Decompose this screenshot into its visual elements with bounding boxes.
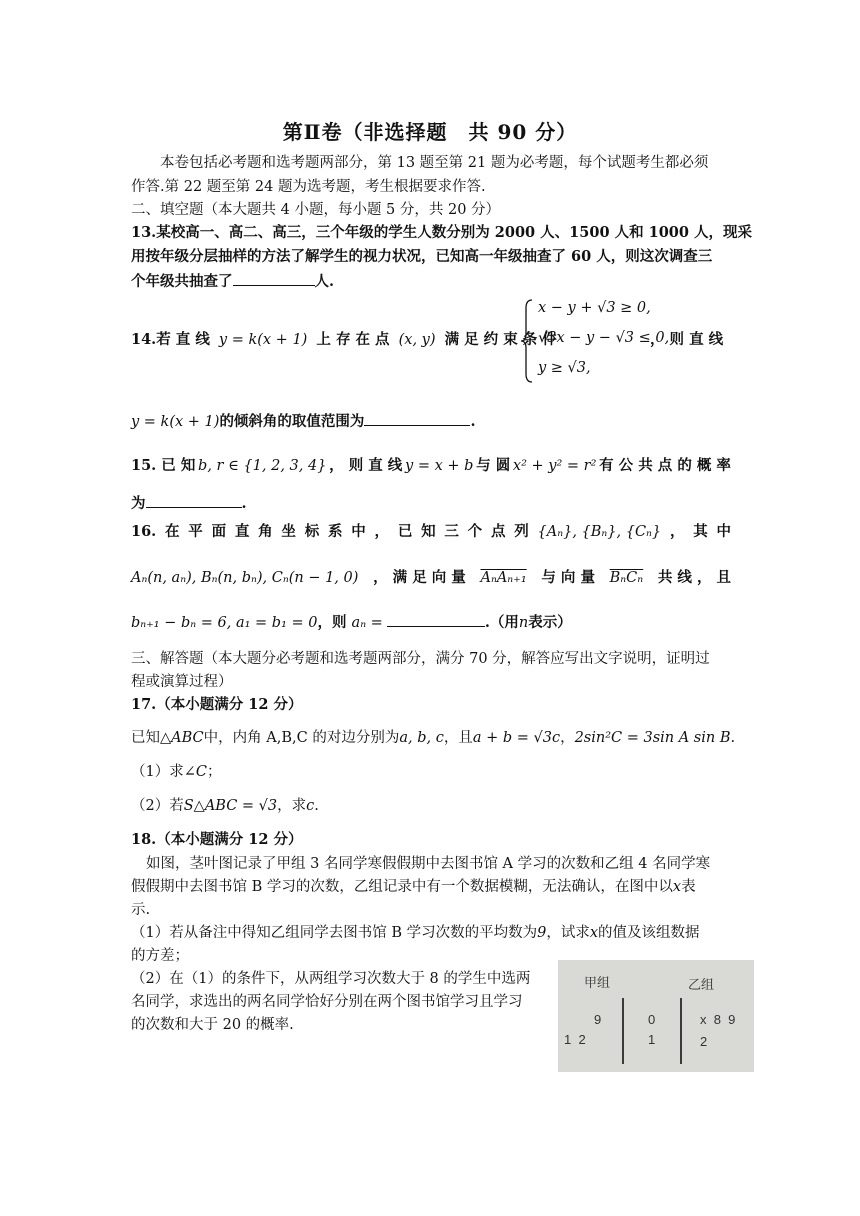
stem-leaf-left-label: 甲组 (584, 975, 611, 990)
q16-condition: bₙ₊₁ − bₙ = 6, a₁ = b₁ = 0 (131, 615, 318, 631)
q15-circle-equation: x² + y² = r² (512, 458, 597, 474)
q18-part-2-line-2: 名同学，求选出的两名同学恰好分别在两个图书馆学习且学习 (131, 994, 523, 1010)
q14-line-equation: y = k(x + 1) (218, 332, 308, 348)
q14-line-1-end: ， 则 直 线 (650, 331, 724, 348)
stem-leaf-row2-right: 2 (700, 1034, 708, 1049)
q14-constraint-1: x − y + √3 ≥ 0, (538, 300, 651, 316)
q18-line-1: 如图，茎叶图记录了甲组 3 名同学寒假假期中去图书馆 A 学习的次数和乙组 4 名同学寒 (146, 856, 711, 872)
q15-answer-blank[interactable] (146, 491, 242, 508)
q18-line-2: 假假期中去图书馆 B 学习的次数，乙组记录中有一个数据模糊，无法确认，在图中以x表 (131, 879, 696, 895)
q18-part-1: （1）若从备注中得知乙组同学去图书馆 B 学习次数的平均数为9，试求x的值及该组数据 (131, 925, 700, 941)
stem-leaf-row2-left: 1 2 (564, 1032, 586, 1047)
q16-points: Aₙ(n, aₙ), Bₙ(n, bₙ), Cₙ(n − 1, 0) (131, 570, 359, 586)
stem-leaf-row1-stem: 0 (648, 1012, 656, 1027)
q18-part-1-cont: 的方差； (131, 948, 189, 964)
stem-leaf-row1-right: x 8 9 (700, 1012, 736, 1027)
section-3-heading-2: 程或演算过程） (131, 674, 233, 690)
stem-leaf-row2-stem: 1 (648, 1032, 656, 1047)
intro-line-1: 本卷包括必考题和选考题两部分，第 13 题至第 21 题为必考题，每个试题考生都必须 (160, 155, 709, 171)
q15-line-equation: y = x + b (405, 458, 474, 474)
q16-vector-b: BₙCₙ (609, 570, 644, 586)
q18-line-3: 示. (131, 902, 151, 918)
q15-line-1: 15. 已 知 b, r ∈ {1, 2, 3, 4} ， 则 直 线 y = x + b 与 圆 x² + y² = r² 有 公 共 点 的 概 率 (131, 455, 731, 477)
stem-divider-right (680, 998, 682, 1064)
q17-heading: 17.（本小题满分 12 分） (131, 696, 303, 713)
q18-part-2-line-3: 的次数和大于 20 的概率. (131, 1017, 294, 1033)
stem-leaf-row1-left: 9 (594, 1012, 602, 1027)
q15-line-2: 为 . (131, 491, 731, 515)
q17-part-1: （1）求∠C； (131, 764, 222, 780)
q17-statement: 已知△ABC中，内角 A,B,C 的对边分别为a, b, c，且a + b = √3c，2sin²C = 3sin A sin B. (131, 730, 736, 746)
q15-set: b, r ∈ {1, 2, 3, 4} (198, 458, 327, 474)
q13-line-3: 个年级共抽查了 人. (131, 269, 731, 293)
q14-constraint-3: y ≥ √3, (538, 360, 591, 376)
q16-line-2: Aₙ(n, aₙ), Bₙ(n, bₙ), Cₙ(n − 1, 0) ， 满 足 向 量 AₙAₙ₊₁ 与 向 量 BₙCₙ 共 线 ， 且 (131, 567, 731, 589)
section-3-heading-1: 三、解答题（本大题分必考题和选考题两部分，满分 70 分，解答应写出文字说明，证明过 (131, 651, 710, 667)
stem-leaf-photo (558, 960, 754, 1072)
stem-leaf-right-label: 乙组 (688, 977, 715, 992)
intro-line-2: 作答.第 22 题至第 24 题为选考题，考生根据要求作答. (131, 179, 486, 195)
q14-line-2: y = k(x + 1)的倾斜角的取值范围为 . (131, 409, 731, 433)
q14-answer-blank[interactable] (364, 409, 470, 426)
q16-line-3: bₙ₊₁ − bₙ = 6, a₁ = b₁ = 0，则 aₙ = .（用n表示） (131, 610, 731, 634)
q14-constraint-2: √3x − y − √3 ≤ 0, (538, 330, 670, 346)
q16-line-1: 16. 在 平 面 直 角 坐 标 系 中 ， 已 知 三 个 点 列 {Aₙ}, {Bₙ}, {Cₙ} ， 其 中 (131, 521, 731, 543)
q13-line-1: 13.某校高一、高二、高三，三个年级的学生人数分别为 2000 人、1500 人和 1000 人，现采 (131, 224, 753, 241)
q16-vector-a: AₙAₙ₊₁ (480, 570, 527, 586)
q18-heading: 18.（本小题满分 12 分） (131, 831, 303, 848)
q16-sequences: {Aₙ}, {Bₙ}, {Cₙ} (537, 524, 662, 540)
q16-answer-blank[interactable] (387, 610, 485, 627)
section-2-heading: 二、填空题（本大题共 4 小题，每小题 5 分，共 20 分） (131, 202, 501, 218)
q13-line-2: 用按年级分层抽样的方法了解学生的视力状况，已知高一年级抽查了 60 人，则这次调查三 (131, 248, 713, 265)
left-brace-icon (520, 298, 534, 384)
stem-divider-left (622, 998, 624, 1064)
q17-part-2: （2）若S△ABC = √3，求c. (131, 798, 319, 814)
q14-line-1: 14.若 直 线 y = k(x + 1) 上 存 在 点 (x, y) 满 足 约 束 条 件 (131, 331, 557, 348)
q18-part-2-line-1: （2）在（1）的条件下，从两组学习次数大于 8 的学生中选两 (131, 971, 531, 987)
page-title: 第Ⅱ卷（非选择题 共 90 分） (282, 120, 578, 144)
q13-answer-blank[interactable] (233, 269, 315, 286)
q14-point: (x, y) (398, 332, 436, 348)
